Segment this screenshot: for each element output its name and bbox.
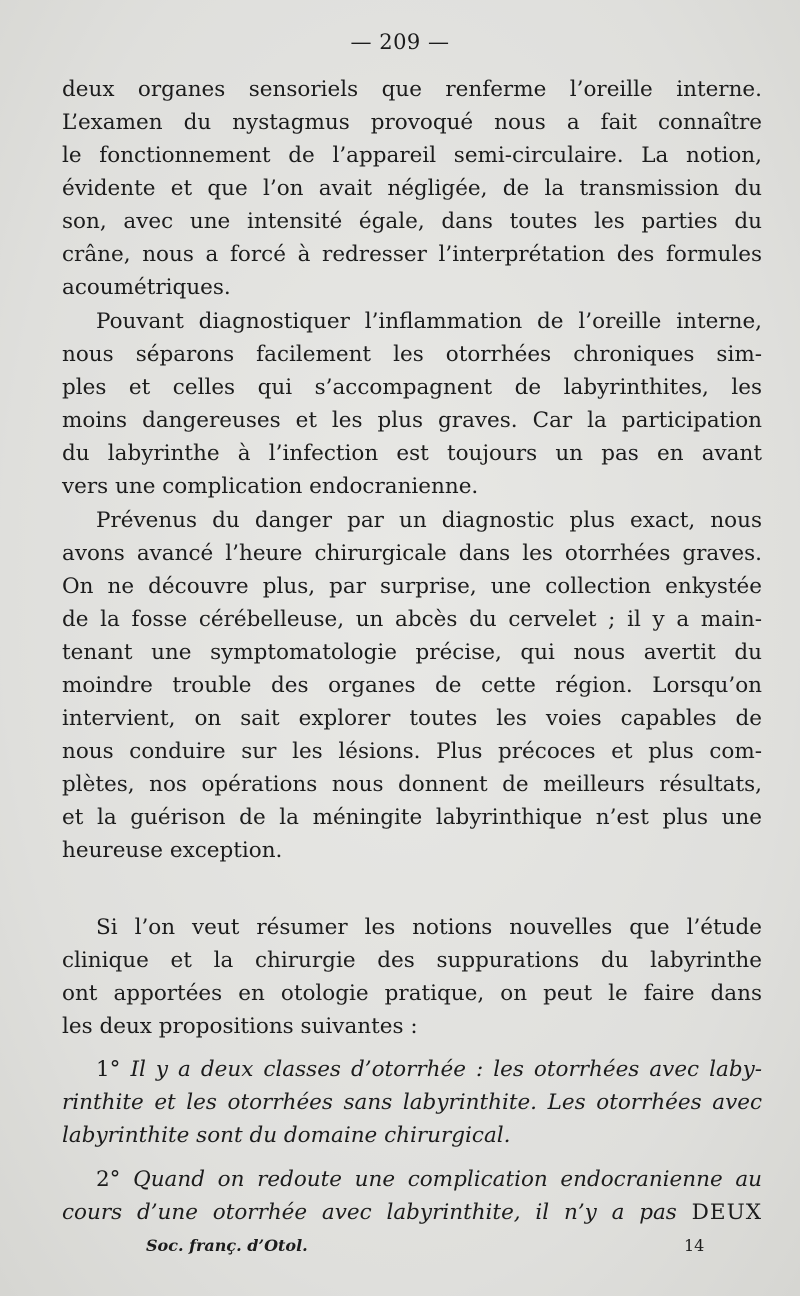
text-line: Pouvant diagnostiquer l’inflammation de l’oreille interne, xyxy=(96,309,762,334)
text-line: moins dangereuses et les plus graves. Car la participation xyxy=(62,408,762,433)
proposition-text: Il y a deux classes d’otorrhée : les otorrhées avec laby- xyxy=(120,1057,762,1082)
text-line: ples et celles qui s’accompagnent de labyrinthites, les xyxy=(62,375,762,400)
text-line: L’examen du nystagmus provoqué nous a fait connaître xyxy=(62,110,762,135)
text-line: vers une complication endocranienne. xyxy=(62,474,479,499)
proposition-number: 2° xyxy=(96,1167,121,1192)
text-line: du labyrinthe à l’infection est toujours un pas en avant xyxy=(62,441,762,466)
text-line: le fonctionnement de l’appareil semi-circulaire. La notion, xyxy=(62,143,762,168)
text-line: de la fosse cérébelleuse, un abcès du cervelet ; il y a main- xyxy=(62,607,762,632)
text-line: acoumétriques. xyxy=(62,275,231,300)
proposition-text: cours d’une otorrhée avec labyrinthite, il n’y a pas xyxy=(62,1200,692,1225)
signature-number: 14 xyxy=(684,1236,705,1255)
proposition-text: Quand on redoute une complication endocranienne au xyxy=(120,1167,762,1192)
text-line: ont apportées en otologie pratique, on peut le faire dans xyxy=(62,981,762,1006)
signature-mark: Soc. franç. d’Otol. xyxy=(146,1236,308,1255)
proposition-1-line xyxy=(96,1054,762,1086)
text-line: les deux propositions suivantes : xyxy=(62,1014,418,1039)
text-line: clinique et la chirurgie des suppurations du labyrinthe xyxy=(62,948,762,973)
text-line: et la guérison de la méningite labyrinthique n’est plus une xyxy=(62,805,762,830)
text-line: crâne, nous a forcé à redresser l’interprétation des formules xyxy=(62,242,762,267)
text-line: Prévenus du danger par un diagnostic plus exact, nous xyxy=(96,508,762,533)
text-line: deux organes sensoriels que renferme l’oreille interne. xyxy=(62,77,762,102)
text-line: heureuse exception. xyxy=(62,838,283,863)
text-line: labyrinthite sont du domaine chirurgical. xyxy=(62,1123,511,1148)
text-line: évidente et que l’on avait négligée, de la transmission du xyxy=(62,176,762,201)
text-line: rinthite et les otorrhées sans labyrinthite. Les otorrhées avec xyxy=(62,1090,762,1115)
text-line: son, avec une intensité égale, dans toutes les parties du xyxy=(62,209,762,234)
text-line: Si l’on veut résumer les notions nouvelles que l’étude xyxy=(96,915,762,940)
small-caps-word: DEUX xyxy=(691,1200,762,1225)
page-number: — 209 — xyxy=(350,30,450,54)
text-line: tenant une symptomatologie précise, qui nous avertit du xyxy=(62,640,762,665)
text-line: nous conduire sur les lésions. Plus précoces et plus com- xyxy=(62,739,762,764)
text-line: On ne découvre plus, par surprise, une collection enkystée xyxy=(62,574,762,599)
text-line: avons avancé l’heure chirurgicale dans les otorrhées graves. xyxy=(62,541,762,566)
proposition-2-line-2 xyxy=(62,1197,762,1229)
proposition-2-line xyxy=(96,1164,762,1196)
text-line: moindre trouble des organes de cette région. Lorsqu’on xyxy=(62,673,762,698)
proposition-number: 1° xyxy=(96,1057,121,1082)
text-line: plètes, nos opérations nous donnent de meilleurs résultats, xyxy=(62,772,762,797)
text-line: nous séparons facilement les otorrhées chroniques sim- xyxy=(62,342,762,367)
text-line: intervient, on sait explorer toutes les voies capables de xyxy=(62,706,762,731)
